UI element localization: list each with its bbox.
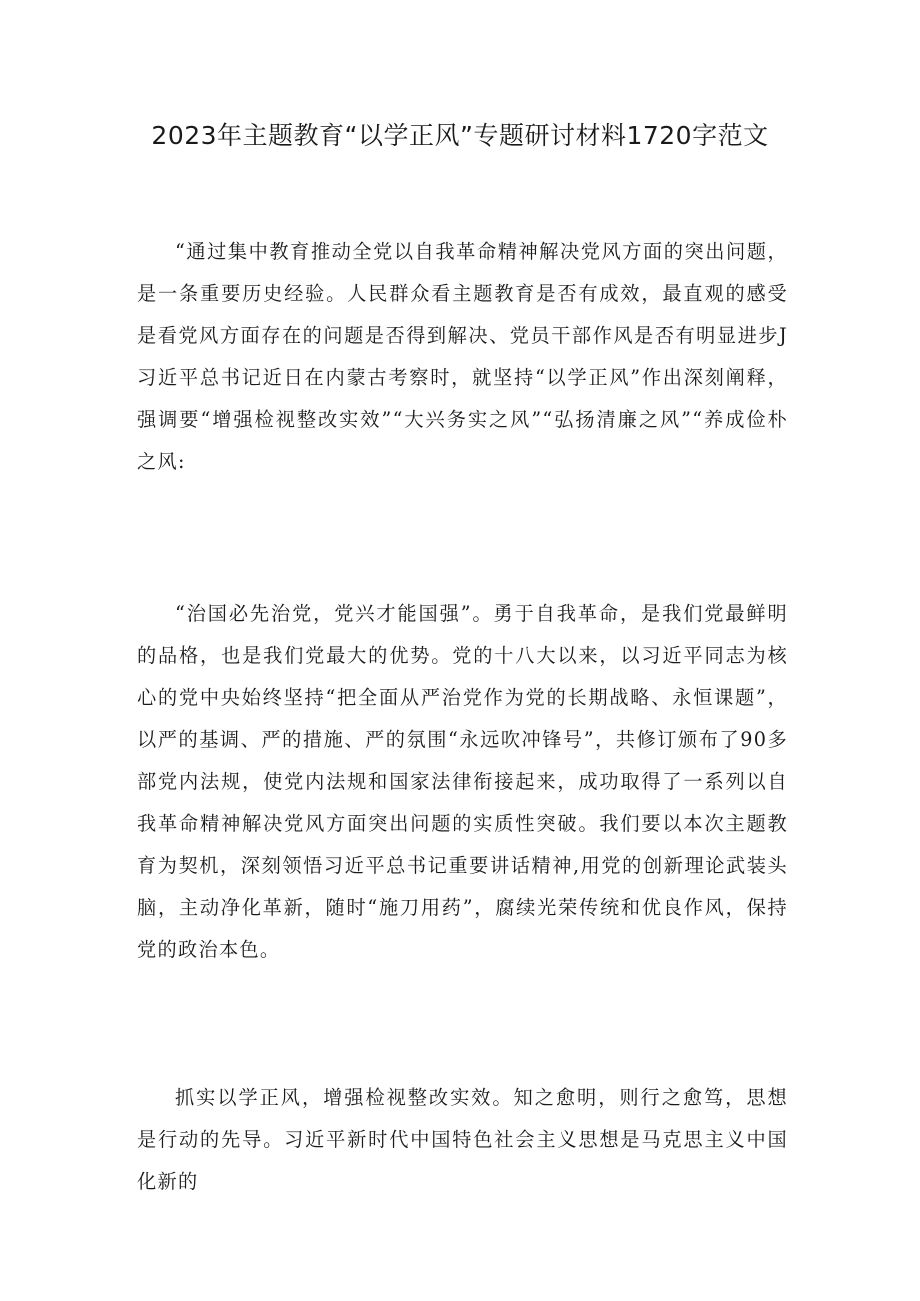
paragraph-2: “治国必先治党，党兴才能国强”。勇于自我革命，是我们党最鲜明的品格，也是我们党最大的优势。党的十八大以来，以习近平同志为核心的党中央始终坚持“把全面从严治党作为党的长期战略、永恒课题”，以严的基调、严的措施、严的氛围“永远吹冲锋号”，共修订颁布了90多部党内法规，使党内法规和国家法律衔接起来，成功取得了一系列以自我革命精神解决党风方面突出问题的实质性突破。我们要以本次主题教育为契机，深刻领悟习近平总书记重要讲话精神,用党的创新理论武装头脑，主动净化革新，随时“施刀用药”，腐续光荣传统和优良作风，保持党的政治本色。 [137,602,788,961]
paragraph-1: “通过集中教育推动全党以自我革命精神解决党风方面的突出问题，是一条重要历史经验。人民群众看主题教育是否有成效，最直观的感受是看党风方面存在的问题是否得到解决、党员干部作风是否有明显进步J习近平总书记近日在内蒙古考察时，就坚持“以学正风”作出深刻阐释，强调要“增强检视整改实效”“大兴务实之风”“弘扬清廉之风”“养成俭朴之风: [137,240,788,473]
paragraph-3: 抓实以学正风，增强检视整改实效。知之愈明，则行之愈笃，思想是行动的先导。习近平新时代中国特色社会主义思想是马克思主义中国化新的 [137,1086,788,1193]
document-title: 2023年主题教育“以学正风”专题研讨材料1720字范文 [151,121,769,150]
